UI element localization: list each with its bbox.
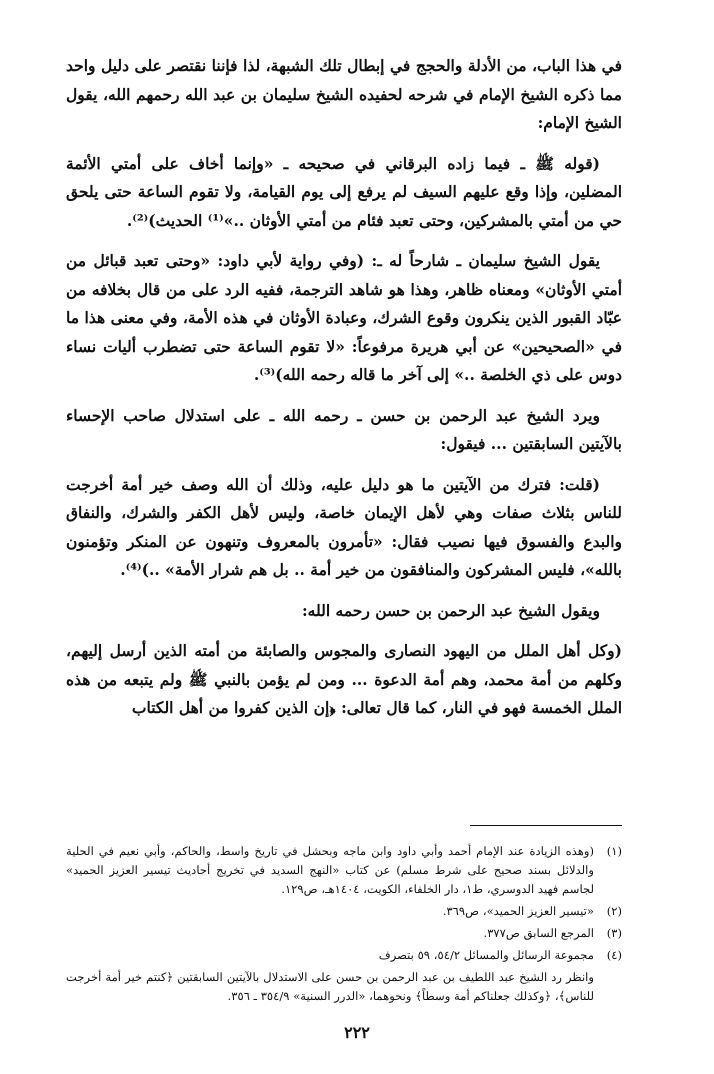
footnote-continuation: وانظر رد الشيخ عبد اللطيف بن عبد الرحمن بن حسن على الاستدلال بالآيتين السابقتين ﴿كنتم خير أمة أخرجت للناس﴾، ﴿وكذلك جعلناكم أمة وسطاً﴾ ونحوهما، «الدرر السنية» ٣٥٤/٩ ـ ٣٥٦. bbox=[66, 970, 594, 1003]
paragraph: في هذا الباب، من الأدلة والحجج في إبطال تلك الشبهة، لذا فإننا نقتصر على دليل واحد مما ذكره الشيخ الإمام في شرحه لحفيده الشيخ سليمان بن عبد الله رحمهم الله، يقول الشيخ الإمام: bbox=[66, 56, 622, 132]
paragraph: (قلت: فترك من الآيتين ما هو دليل عليه، وذلك أن الله وصف خير أمة أخرجت للناس بثلاث صفات وهي لأهل الإيمان خاصة، وليس لأهل الكفر والشرك، والنفاق والبدع والفسوق فيها نصيب فقال: «تأمرون بالمعروف وتنهون عن المنكر وتؤمنون بالله»، فليس المشركون والمنافقون من خير أمة .. بل هم شرار الأمة» ..)⁽⁴⁾. bbox=[66, 474, 622, 579]
footnote bbox=[66, 946, 622, 965]
paragraph: (وكل أهل الملل من اليهود النصارى والمجوس والصابئة من أمته الذين أرسل إليهم، وكلهم من أمة محمد، وهم أمة الدعوة ... ومن لم يؤمن بالنبي ﷺ ولم يتبعه من هذه الملل الخمسة فهو في النار، كما قال تعالى: ﴿إن الذين كفروا من أهل الكتاب bbox=[66, 641, 622, 717]
footnote-text: (وهذه الزيادة عند الإمام أحمد وأبي داود وابن ماجه وبحشل في تاريخ واسط، والحاكم، وأبي نعيم في الحلية والدلائل بسند صحيح على شرط مسلم) عن كتاب «النهج السديد في تخريج أحاديث تيسير العزيز الحميد» لجاسم فهيد الدوسري، ط١، دار الخلفاء، الكويت، ١٤٠٤هـ، ص١٢٩. bbox=[66, 844, 594, 896]
footnote bbox=[66, 902, 622, 921]
page-content bbox=[66, 52, 622, 1003]
footnote-divider bbox=[470, 825, 622, 826]
paragraph: ويقول الشيخ عبد الرحمن بن حسن رحمه الله: bbox=[301, 600, 600, 620]
footnote bbox=[66, 842, 622, 899]
page-number: ٢٢٢ bbox=[344, 1023, 370, 1042]
footnote-number: (٤) bbox=[606, 948, 622, 962]
main-text bbox=[66, 52, 622, 723]
footnote-number: (١) bbox=[606, 844, 622, 858]
paragraph: ويرد الشيخ عبد الرحمن بن حسن ـ رحمه الله ـ على استدلال صاحب الإحساء بالآيتين السابقتين ... فيقول: bbox=[66, 405, 622, 453]
footnote bbox=[66, 924, 622, 943]
footnotes bbox=[66, 842, 622, 1006]
paragraph: (قوله ﷺ ـ فيما زاده البرقاني في صحيحه ـ «وإنما أخاف على أمتي الأئمة المضلين، وإذا وقع عليهم السيف لم يرفع إلى يوم القيامة، ولا تقوم الساعة حتى يلحق حي من أمتي بالمشركين، وحتى تعبد فئام من أمتي الأوثان ..»⁽¹⁾ الحديث)⁽²⁾. bbox=[66, 153, 622, 230]
footnote-text: مجموعة الرسائل والمسائل ٥٤/٢، ٥٩ بتصرف bbox=[378, 948, 594, 962]
footnote-text: المرجع السابق ص٣٧٧. bbox=[483, 926, 594, 940]
footnote-text: «تيسير العزيز الحميد»، ص٣٦٩. bbox=[442, 904, 594, 918]
footnote-number: (٣) bbox=[606, 926, 622, 940]
footnote-number: (٢) bbox=[606, 904, 622, 918]
paragraph: يقول الشيخ سليمان ـ شارحاً له ـ: (وفي رواية لأبي داود: «وحتى تعبد قبائل من أمتي الأوثان» ومعناه ظاهر، وهذا هو شاهد الترجمة، ففيه الرد على من قال بخلافه من عبّاد القبور الذين ينكرون وقوع الشرك، وعبادة الأوثان في هذه الأمة، وفي معنى هذا ما في «الصحيحين» عن أبي هريرة مرفوعاً: «لا تقوم الساعة حتى تضطرب أليات نساء دوس على ذي الخلصة ..» إلى آخر ما قاله رحمه الله)⁽³⁾. bbox=[66, 251, 622, 384]
